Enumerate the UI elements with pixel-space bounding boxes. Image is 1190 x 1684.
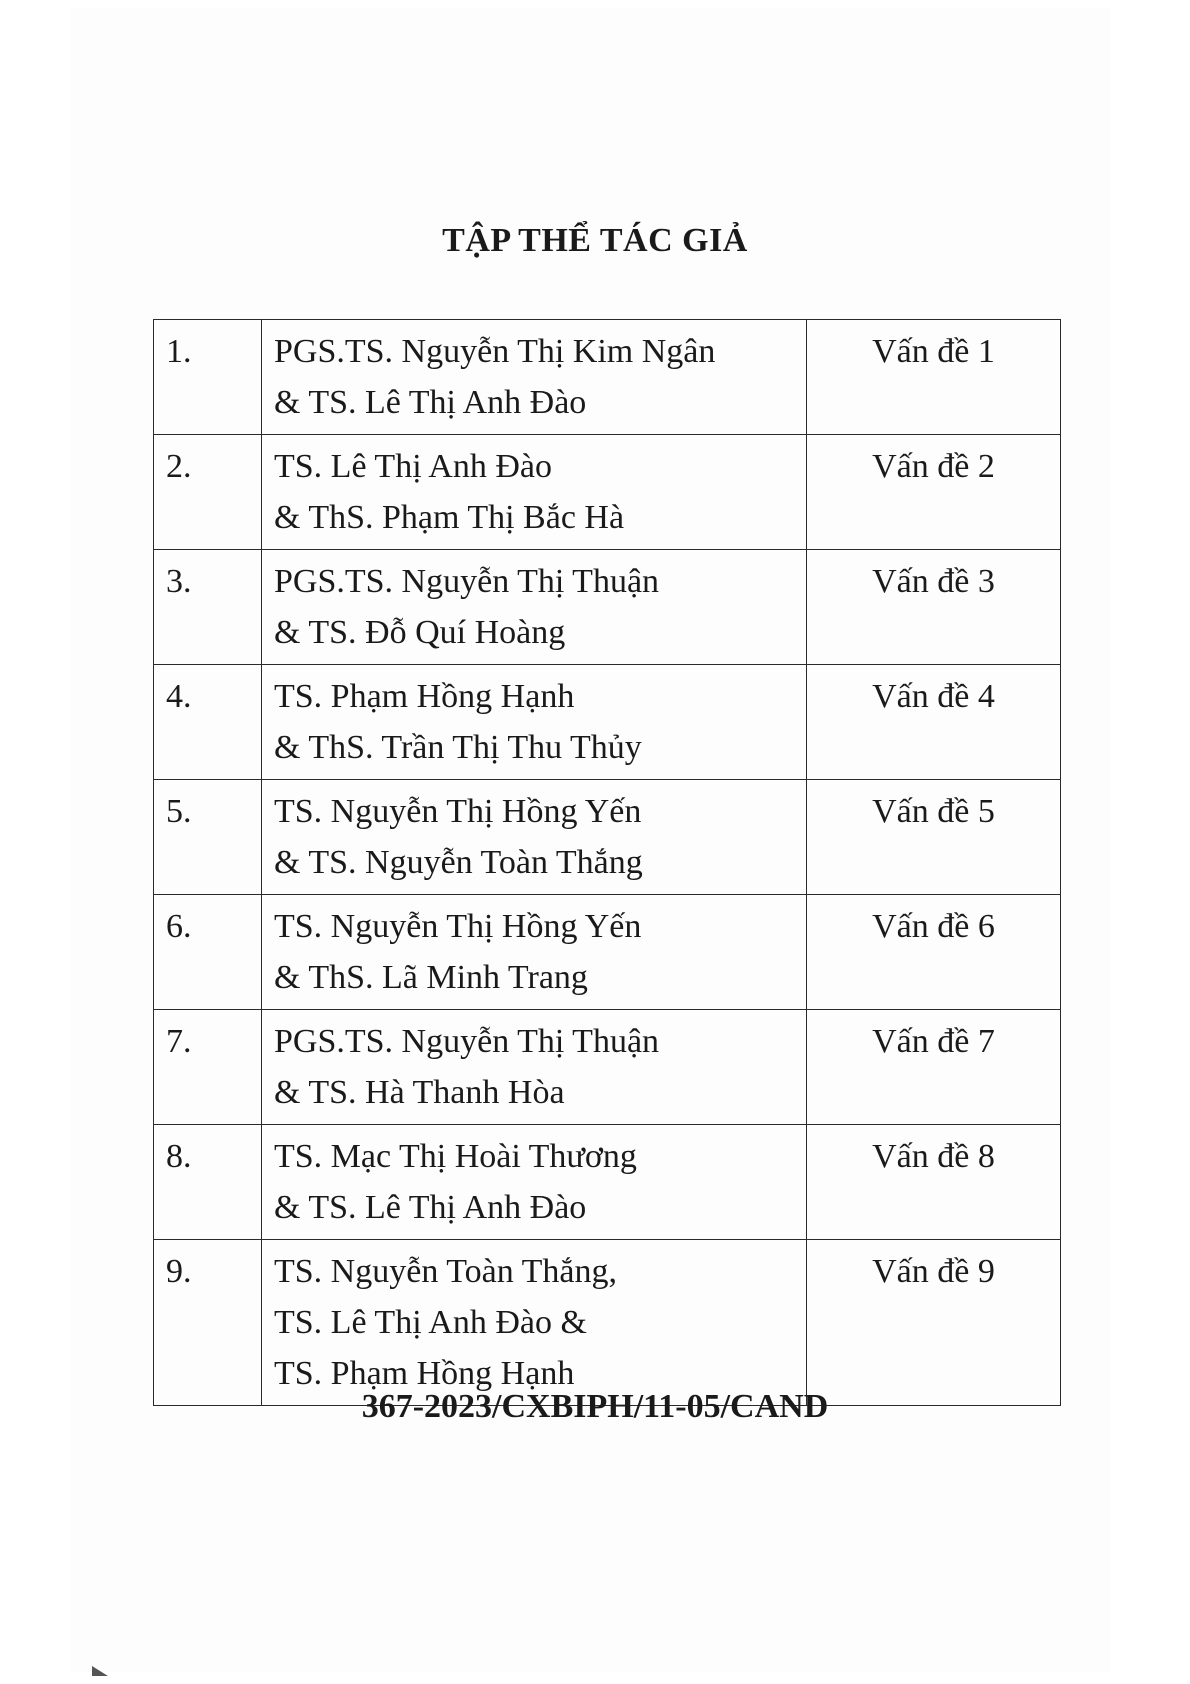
row-number: 3. xyxy=(154,550,262,665)
author-names xyxy=(262,1125,807,1240)
author-name-line: & TS. Đỗ Quí Hoàng xyxy=(274,614,566,651)
topic-label: Vấn đề 4 xyxy=(807,665,1061,780)
topic-label: Vấn đề 1 xyxy=(807,320,1061,435)
author-name-line: & ThS. Phạm Thị Bắc Hà xyxy=(274,499,625,536)
author-name-line: PGS.TS. Nguyễn Thị Thuận xyxy=(274,1023,660,1060)
table-row xyxy=(154,665,1061,780)
author-name-line: TS. Phạm Hồng Hạnh xyxy=(274,678,575,715)
topic-label: Vấn đề 8 xyxy=(807,1125,1061,1240)
topic-label: Vấn đề 6 xyxy=(807,895,1061,1010)
row-number: 2. xyxy=(154,435,262,550)
table-row xyxy=(154,1240,1061,1406)
page-title: TẬP THỂ TÁC GIẢ xyxy=(442,222,748,259)
author-name-line: & ThS. Lã Minh Trang xyxy=(274,959,588,996)
table-row xyxy=(154,1010,1061,1125)
author-name-line: & ThS. Trần Thị Thu Thủy xyxy=(274,729,642,766)
author-name-line: PGS.TS. Nguyễn Thị Thuận xyxy=(274,563,660,600)
author-name-line: TS. Phạm Hồng Hạnh xyxy=(274,1355,575,1392)
topic-label: Vấn đề 9 xyxy=(807,1240,1061,1406)
row-number: 8. xyxy=(154,1125,262,1240)
topic-label: Vấn đề 3 xyxy=(807,550,1061,665)
row-number: 1. xyxy=(154,320,262,435)
author-names xyxy=(262,895,807,1010)
row-number: 5. xyxy=(154,780,262,895)
authors-table xyxy=(153,319,1061,1406)
row-number: 9. xyxy=(154,1240,262,1406)
author-name-line: & TS. Lê Thị Anh Đào xyxy=(274,384,587,421)
row-number: 7. xyxy=(154,1010,262,1125)
author-name-line: TS. Nguyễn Toàn Thắng, xyxy=(274,1253,617,1290)
author-name-line: & TS. Lê Thị Anh Đào xyxy=(274,1189,587,1226)
author-names xyxy=(262,1240,807,1406)
author-names xyxy=(262,550,807,665)
table-row xyxy=(154,320,1061,435)
table-row xyxy=(154,550,1061,665)
row-number: 4. xyxy=(154,665,262,780)
topic-label: Vấn đề 2 xyxy=(807,435,1061,550)
topic-label: Vấn đề 5 xyxy=(807,780,1061,895)
table-row xyxy=(154,895,1061,1010)
table-row xyxy=(154,435,1061,550)
author-name-line: TS. Nguyễn Thị Hồng Yến xyxy=(274,793,642,830)
author-name-line: & TS. Hà Thanh Hòa xyxy=(274,1074,565,1111)
author-name-line: PGS.TS. Nguyễn Thị Kim Ngân xyxy=(274,333,716,370)
author-names xyxy=(262,1010,807,1125)
author-names xyxy=(262,320,807,435)
author-name-line: TS. Mạc Thị Hoài Thương xyxy=(274,1138,637,1175)
topic-label: Vấn đề 7 xyxy=(807,1010,1061,1125)
author-names xyxy=(262,665,807,780)
row-number: 6. xyxy=(154,895,262,1010)
author-name-line: TS. Lê Thị Anh Đào xyxy=(274,448,552,485)
table-row xyxy=(154,1125,1061,1240)
author-name-line: TS. Nguyễn Thị Hồng Yến xyxy=(274,908,642,945)
author-names xyxy=(262,780,807,895)
author-name-line: & TS. Nguyễn Toàn Thắng xyxy=(274,844,643,881)
author-names xyxy=(262,435,807,550)
author-name-line: TS. Lê Thị Anh Đào & xyxy=(274,1304,587,1341)
table-row xyxy=(154,780,1061,895)
publication-code: 367-2023/CXBIPH/11-05/CAND xyxy=(361,1388,829,1425)
